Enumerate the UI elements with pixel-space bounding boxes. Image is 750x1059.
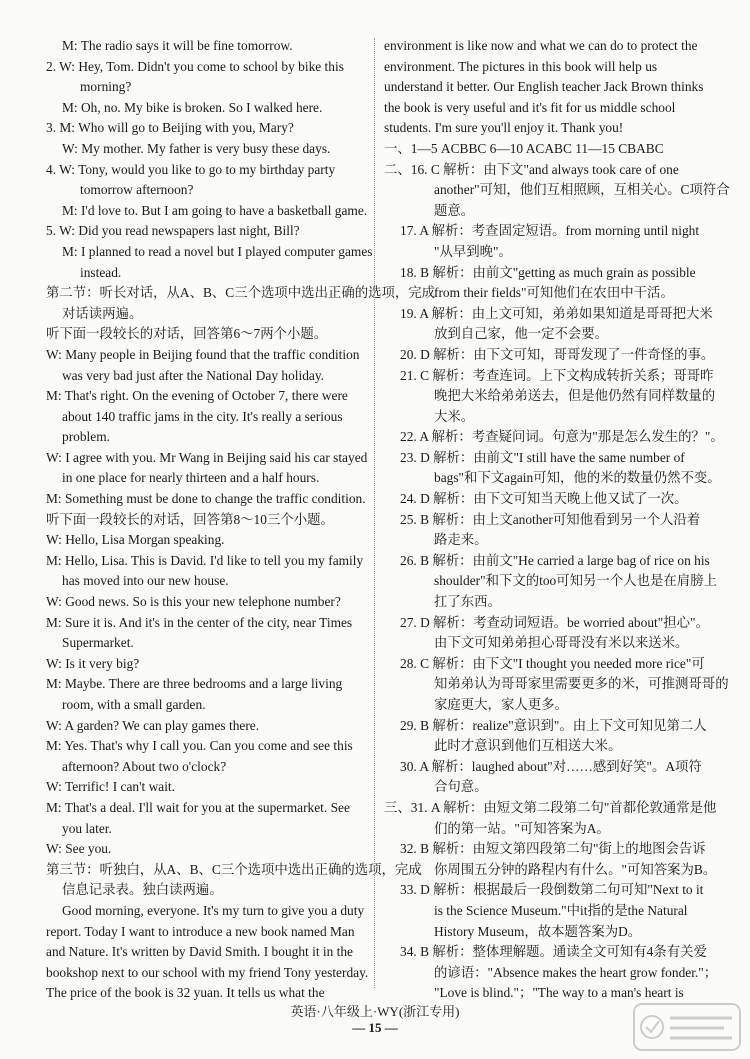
right-text-line: 放到自己家，他一定不会要。 (434, 326, 609, 342)
left-text-line: M: The radio says it will be fine tomorrow. (62, 38, 293, 53)
right-text-line: is the Science Museum."中it指的是the Natural (434, 902, 688, 918)
right-text-line: 29. B 解析：realize"意识到"。由上下文可知见第二人 (400, 717, 707, 733)
right-text-line: 二、16. C 解析：由下文"and always took care of one (384, 161, 679, 177)
right-text-line: 路走来。 (434, 532, 488, 548)
left-text-line: 5. W: Did you read newspapers last night, Bill? (46, 223, 300, 239)
left-text-line: 2. W: Hey, Tom. Didn't you come to school by bike this (46, 58, 344, 74)
left-text-line: in one place for nearly thirteen and a half hours. (62, 470, 320, 486)
left-text-line: morning? (80, 79, 132, 95)
right-text-line: another"可知，他们互相照顾，互相关心。C项符合 (434, 182, 730, 198)
left-text-line: 3. M: Who will go to Beijing with you, Mary? (46, 120, 294, 136)
right-text-line: 27. D 解析：考查动词短语。be worried about"担心"。 (400, 614, 709, 630)
right-text-line: shoulder"和下文的too可知另一个人也是在肩膀上 (434, 573, 717, 589)
left-text-line: M: Something must be done to change the traffic condition. (46, 491, 366, 507)
page-number: — 15 — (352, 1020, 398, 1035)
left-text-line: M: Sure it is. And it's in the center of the city, near Times (46, 614, 353, 630)
right-text-line: 25. B 解析：由上文another可知他看到另一个人沿着 (400, 511, 701, 527)
right-text-line: 三、31. A 解析：由短文第二段第二句"首都伦敦通常是他 (384, 799, 717, 815)
left-text-line: W: Terrific! I can't wait. (46, 779, 175, 795)
left-text-line: 对话读两遍。 (62, 305, 143, 321)
right-text-line: understand it better. Our English teacher Jack Brown thinks (384, 79, 704, 95)
left-text-line: about 140 traffic jams in the city. It's really a serious (62, 408, 343, 424)
right-text-line: 24. D 解析：由下文可知当天晚上他又试了一次。 (400, 491, 688, 507)
column-divider (374, 38, 375, 988)
left-text-line: afternoon? About two o'clock? (62, 758, 227, 774)
right-text-line: 20. D 解析：由下文可知，哥哥发现了一件奇怪的事。 (400, 346, 715, 362)
left-text-line: W: I agree with you. Mr Wang in Beijing said his car stayed (46, 449, 368, 465)
right-text-line: 扛了东西。 (434, 594, 501, 610)
right-text-line: 23. D 解析：由前文"I still have the same number of (400, 449, 685, 465)
left-text-line: The price of the book is 32 yuan. It tells us what the (46, 985, 325, 1001)
right-text-line: 此时才意识到他们互相送大米。 (434, 738, 622, 754)
right-text-line: 知弟弟认为哥哥家里需要更多的米，可推测哥哥的 (434, 676, 729, 692)
left-text-line: M: Yes. That's why I call you. Can you come and see this (46, 738, 353, 754)
right-text-line: students. I'm sure you'll enjoy it. Thank you! (384, 120, 624, 136)
left-text-line: report. Today I want to introduce a new book named Man (46, 923, 355, 939)
left-text-line: W: Many people in Beijing found that the traffic condition (46, 346, 360, 362)
right-text-line: bags"和下文again可知，他的米的数量仍然不变。 (434, 470, 721, 486)
left-text-line: was very bad just after the National Day holiday. (62, 367, 325, 383)
right-text-line: "Love is blind."；"The way to a man's heart is (434, 985, 684, 1001)
right-text-line: the book is very useful and it's fit for us middle school (384, 99, 676, 115)
left-text-line: problem. (62, 429, 110, 445)
left-text-line: 听下面一段较长的对话，回答第8～10三个小题。 (46, 511, 334, 527)
right-text-line: "从早到晚"。 (434, 243, 512, 259)
right-text-line: 30. A 解析：laughed about"对……感到好笑"。A项符 (400, 758, 702, 774)
right-text-line: 们的第一站。"可知答案为A。 (434, 820, 610, 836)
right-text-line: environment is like now and what we can do to protect the (384, 38, 698, 53)
left-text-line: room, with a small garden. (62, 697, 206, 712)
left-text-line: 听下面一段较长的对话，回答第6～7两个小题。 (46, 326, 328, 342)
left-text-line: W: Good news. So is this your new telephone number? (46, 594, 341, 610)
right-text-line: 34. B 解析：整体理解题。通读全文可知有4条有关爱 (400, 944, 707, 960)
footer-title: 英语·八年级上·WY(浙江专用) (290, 1004, 460, 1019)
right-text-line: 19. A 解析：由上文可知，弟弟如果知道是哥哥把大米 (400, 305, 713, 321)
left-text-line: bookshop next to our school with my friend Tony yesterday. (46, 964, 369, 980)
left-text-line: W: See you. (46, 841, 112, 857)
left-text-line: 第二节：听长对话，从A、B、C三个选项中选出正确的选项，完成 (46, 285, 436, 301)
left-text-line: M: I'd love to. But I am going to have a basketball game. (62, 202, 368, 218)
right-text-line: 的谚语："Absence makes the heart grow fonder."； (434, 964, 718, 980)
right-text-line: 一、1—5 ACBBC 6—10 ACABC 11—15 CBABC (384, 140, 664, 156)
left-text-line: Supermarket. (62, 635, 134, 651)
left-text-line: Good morning, everyone. It's my turn to give you a duty (62, 902, 365, 918)
left-text-line: W: My mother. My father is very busy these days. (62, 140, 331, 156)
left-column (46, 36, 436, 1004)
left-text-line: M: Oh, no. My bike is broken. So I walked here. (62, 99, 323, 115)
right-text-line: environment. The pictures in this book will help us (384, 58, 658, 74)
right-text-line: 由下文可知弟弟担心哥哥没有米以来送米。 (434, 635, 689, 651)
right-text-line: 22. A 解析：考查疑问词。句意为"那是怎么发生的？"。 (400, 429, 724, 445)
left-text-line: M: That's a deal. I'll wait for you at the supermarket. See (46, 799, 350, 815)
right-text-line: 晚把大米给弟弟送去，但是他仍然有同样数量的 (434, 388, 716, 404)
right-text-line: 你周围五分钟的路程内有什么。"可知答案为B。 (434, 861, 717, 877)
right-text-line: 家庭更大，家人更多。 (434, 697, 568, 712)
left-text-line: instead. (80, 264, 122, 280)
left-text-line: 4. W: Tony, would you like to go to my birthday party (46, 161, 336, 177)
watermark-logo-icon (632, 1000, 742, 1054)
left-text-line: has moved into our new house. (62, 573, 229, 589)
left-text-line: and Nature. It's written by David Smith. I bought it in the (46, 944, 354, 960)
left-text-line: 第三节：听独白，从A、B、C三个选项中选出正确的选项，完成 (46, 861, 422, 877)
right-text-line: 大米。 (434, 408, 475, 424)
left-text-line: 信息记录表。独白读两遍。 (62, 882, 223, 898)
right-text-line: 28. C 解析：由下文"I thought you needed more rice"可 (400, 655, 705, 671)
right-column (384, 36, 730, 1004)
left-text-line: M: I planned to read a novel but I played computer games (62, 243, 373, 259)
left-text-line: M: That's right. On the evening of October 7, there were (46, 388, 348, 404)
right-text-line: 32. B 解析：由短文第四段第二句"街上的地图会告诉 (400, 841, 706, 857)
left-text-line: W: Is it very big? (46, 655, 140, 671)
right-text-line: 21. C 解析：考查连词。上下文构成转折关系；哥哥昨 (400, 367, 714, 383)
right-text-line: 题意。 (434, 202, 475, 218)
left-text-line: W: A garden? We can play games there. (46, 717, 260, 733)
right-text-line: 17. A 解析：考查固定短语。from morning until night (400, 223, 700, 239)
right-text-line: 18. B 解析：由前文"getting as much grain as possible (400, 264, 696, 280)
right-text-line: 33. D 解析：根据最后一段倒数第二句可知"Next to it (400, 882, 704, 898)
left-text-line: M: Hello, Lisa. This is David. I'd like to tell you my family (46, 552, 364, 568)
right-text-line: 26. B 解析：由前文"He carried a large bag of rice on his (400, 552, 710, 568)
left-text-line: tomorrow afternoon? (80, 182, 194, 198)
left-text-line: W: Hello, Lisa Morgan speaking. (46, 532, 225, 548)
right-text-line: from their fields"可知他们在农田中干活。 (434, 285, 674, 301)
right-text-line: 合句意。 (434, 779, 488, 795)
right-text-line: History Museum，故本题答案为D。 (434, 923, 642, 939)
left-text-line: M: Maybe. There are three bedrooms and a large living (46, 676, 343, 692)
left-text-line: you later. (62, 820, 112, 836)
